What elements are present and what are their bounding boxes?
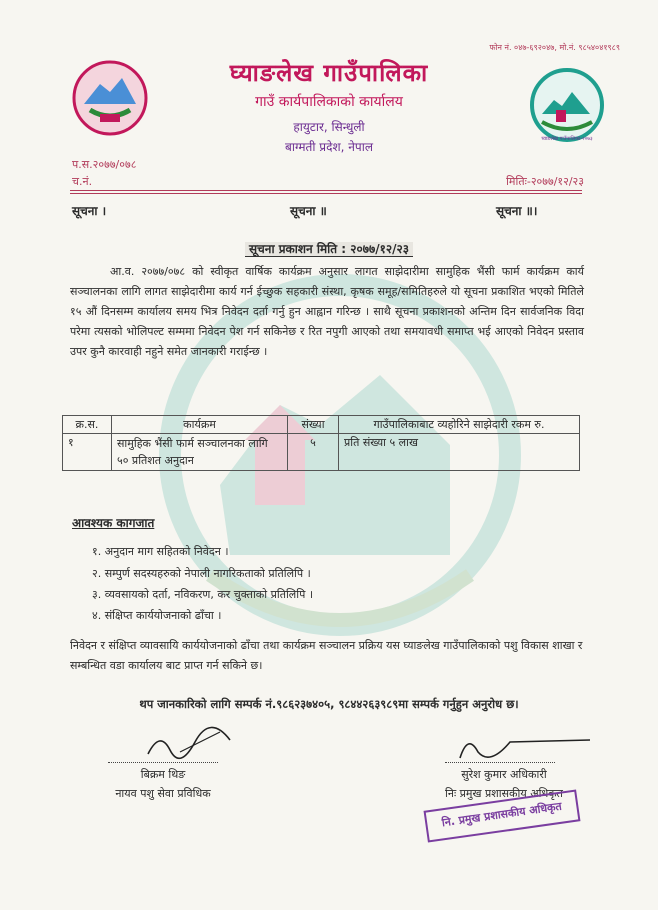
official-stamp: नि. प्रमुख प्रशासकीय अधिकृत xyxy=(424,789,581,842)
notice-word-center: सूचना ॥ xyxy=(290,204,327,218)
phone-number: फोन नं. ०४७-६९२०४७, मो.नं. ९८५४०४१९८९ xyxy=(489,43,620,52)
notice-word-left: सूचना । xyxy=(72,204,107,218)
notice-body-paragraph: आ.व. २०७७/०७८ को स्वीकृत वार्षिक कार्यक्रम अनुसार लागत साझेदारीमा सामुहिक भैंसी फार्म कार्यक्रम कार्य सञ्चालनका लागि लागत साझेदारीमा कार्य गर्न ईच्छुक सहकारी संस्था, कृषक समूह/समितिहरुले यो सूचना प्रकाशित भएको मितिले १५ औं दिनसम्म कार्यालय समय भित्र निवेदन दर्ता गर्नु हुन आह्वान गरिन्छ । साथै सूचना प्रकाशनको अन्तिम दिन सार्वजनिक विदा परेमा त्यसको भोलिपल्ट सम्ममा निवेदन पेश गर्न सकिनेछ र रित नपुगी आएको तथा समयावधी समाप्त भई आएको निवेदन प्रस्ताव उपर कुनै कारवाही नहुने समेत जानकारी गराईन्छ । xyxy=(70,265,584,358)
signatory-role: निः प्रमुख प्रशासकीय अधिकृत xyxy=(445,787,563,800)
chalani-number: च.नं. xyxy=(72,175,93,188)
office-subtitle: गाउँ कार्यपालिकाको कार्यालय xyxy=(255,94,403,110)
requirement-item: २. सम्पुर्ण सदस्यहरुको नेपाली नागरिकताको प्रतिलिपि । xyxy=(92,567,311,580)
requirement-item: ४. संक्षिप्त कार्ययोजनाको ढाँचा । xyxy=(92,609,222,622)
letter-date: मितिः-२०७७/१२/२३ xyxy=(506,175,584,188)
table-header-cell: कार्यक्रम xyxy=(112,416,288,434)
municipality-logo-icon xyxy=(528,66,606,144)
table-header-cell: संख्या xyxy=(288,416,339,434)
publication-date-text: सूचना प्रकाशन मिति : २०७७/१२/२३ xyxy=(245,242,413,257)
table-cell: सामुहिक भैंसी फार्म सञ्चालनका लागि ५० प्रतिशत अनुदान xyxy=(112,434,288,471)
requirements-heading: आवश्यक कागजात xyxy=(72,516,155,530)
notice-word-right: सूचना ॥। xyxy=(496,204,538,218)
signatory-role: नायव पशु सेवा प्रविधिक xyxy=(115,787,211,800)
closing-paragraph: निवेदन र संक्षिप्त व्यावसायि कार्ययोजनाको ढाँचा तथा कार्यक्रम सञ्चालन प्रक्रिय यस घ्याङलेख गाउँपालिकाको पशु विकास शाखा र सम्बन्धित वडा कार्यालय बाट प्राप्त गर्न सकिने छ। xyxy=(70,639,583,672)
municipality-title: घ्याङलेख गाउँपालिका xyxy=(229,59,429,87)
table-cell: प्रति संख्या ५ लाख xyxy=(339,434,580,471)
table-header-cell: क्र.स. xyxy=(63,416,112,434)
header-divider-second xyxy=(70,193,582,194)
signature-line xyxy=(445,762,555,763)
signature-line xyxy=(108,762,218,763)
table-row xyxy=(63,434,580,471)
header-divider xyxy=(70,190,582,191)
program-table xyxy=(62,415,580,471)
reference-number: प.स.२०७७/०७८ xyxy=(72,158,137,171)
table-cell: १ xyxy=(63,434,112,471)
address-line-2: बाग्मती प्रदेश, नेपाल xyxy=(285,140,373,154)
signature-left-block xyxy=(108,762,218,801)
table-cell: ५ xyxy=(288,434,339,471)
table-header-cell: गाउँपालिकाबाट व्यहोरिने साझेदारी रकम रु. xyxy=(339,416,580,434)
contact-line: थप जानकारिको लागि सम्पर्क नं.९८६२३७४०५, ९८४४२६३९८९मा सम्पर्क गर्नुहुन अनुरोध छ। xyxy=(139,697,519,711)
logo-caption: घ्याङलेख गाउँपालिका-२०७३ xyxy=(541,136,593,142)
address-line-1: हायुटार, सिन्धुली xyxy=(293,120,365,134)
publication-date xyxy=(0,240,658,257)
requirement-item: १. अनुदान माग सहितको निवेदन । xyxy=(92,545,229,558)
requirement-item: ३. व्यवसायको दर्ता, नविकरण, कर चुक्ताको प्रतिलिपि । xyxy=(92,588,314,601)
table-header-row xyxy=(63,416,580,434)
signatory-name: बिक्रम थिङ xyxy=(140,768,186,781)
signatory-name: सुरेश कुमार अधिकारी xyxy=(461,768,547,781)
signature-left-icon xyxy=(140,722,240,762)
